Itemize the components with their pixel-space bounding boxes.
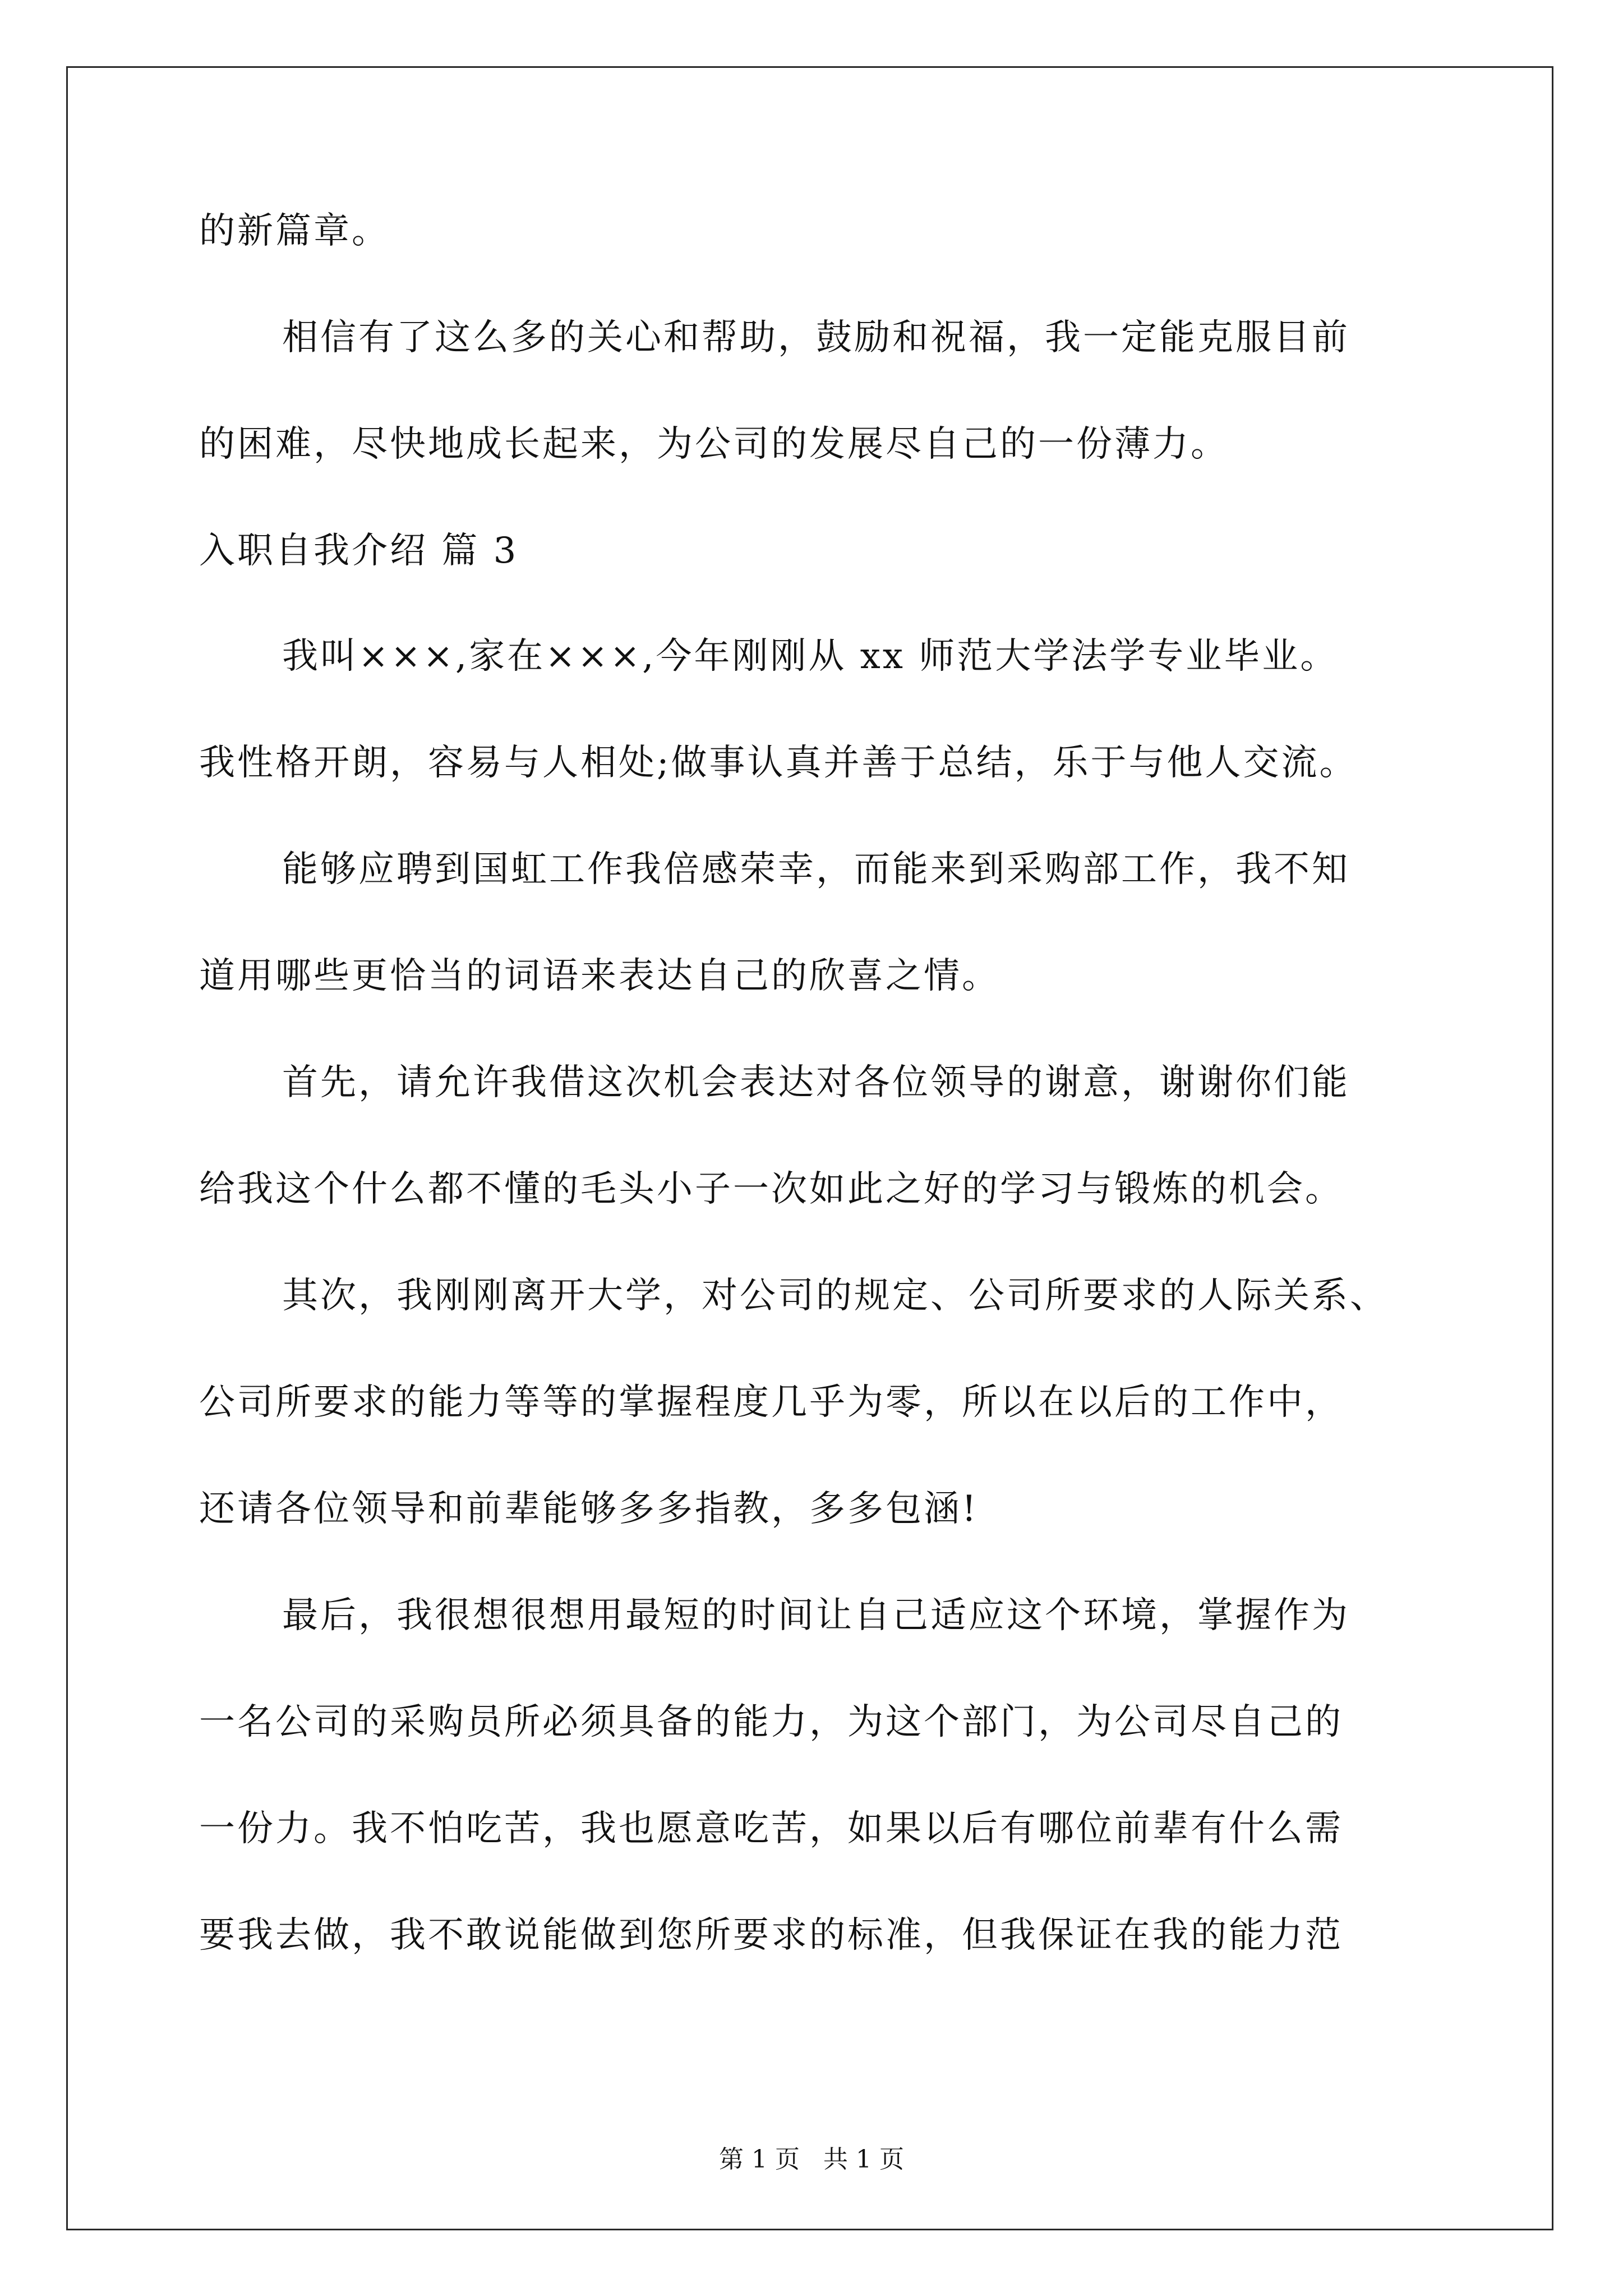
page-number-total: 共 1 页 xyxy=(823,2145,904,2174)
text-line: 一名公司的采购员所必须具备的能力，为这个部门，为公司尽自己的 xyxy=(199,1701,1343,1743)
page-footer xyxy=(0,2144,1623,2175)
text-line: 的困难，尽快地成长起来，为公司的发展尽自己的一份薄力。 xyxy=(199,424,1229,465)
paragraph-line: 相信有了这么多的关心和帮助，鼓励和祝福，我一定能克服目前 xyxy=(282,317,1350,358)
text-line: 道用哪些更恰当的词语来表达自己的欣喜之情。 xyxy=(199,955,1000,997)
paragraph-line: 能够应聘到国虹工作我倍感荣幸，而能来到采购部工作，我不知 xyxy=(282,849,1350,890)
paragraph-line: 首先，请允许我借这次机会表达对各位领导的谢意，谢谢你们能 xyxy=(282,1062,1350,1103)
page-number-current: 第 1 页 xyxy=(719,2145,800,2174)
text-line: 还请各位领导和前辈能够多多指教，多多包涵! xyxy=(199,1488,979,1530)
text-line: 我性格开朗，容易与人相处;做事认真并善于总结，乐于与他人交流。 xyxy=(199,742,1358,784)
paragraph-line: 其次，我刚刚离开大学，对公司的规定、公司所要求的人际关系、 xyxy=(282,1275,1388,1317)
text-line: 的新篇章。 xyxy=(199,210,390,252)
text-line: 要我去做，我不敢说能做到您所要求的标准，但我保证在我的能力范 xyxy=(199,1915,1343,1956)
section-heading: 入职自我介绍 篇 3 xyxy=(199,530,519,572)
paragraph-line: 我叫×××,家在×××,今年刚刚从 xx 师范大学法学专业毕业。 xyxy=(282,636,1339,677)
text-line: 公司所要求的能力等等的掌握程度几乎为零，所以在以后的工作中， xyxy=(199,1382,1343,1423)
text-line: 给我这个什么都不懂的毛头小子一次如此之好的学习与锻炼的机会。 xyxy=(199,1168,1343,1210)
paragraph-line: 最后，我很想很想用最短的时间让自己适应这个环境，掌握作为 xyxy=(282,1595,1350,1636)
page-border xyxy=(66,66,1553,2230)
text-line: 一份力。我不怕吃苦，我也愿意吃苦，如果以后有哪位前辈有什么需 xyxy=(199,1808,1343,1849)
